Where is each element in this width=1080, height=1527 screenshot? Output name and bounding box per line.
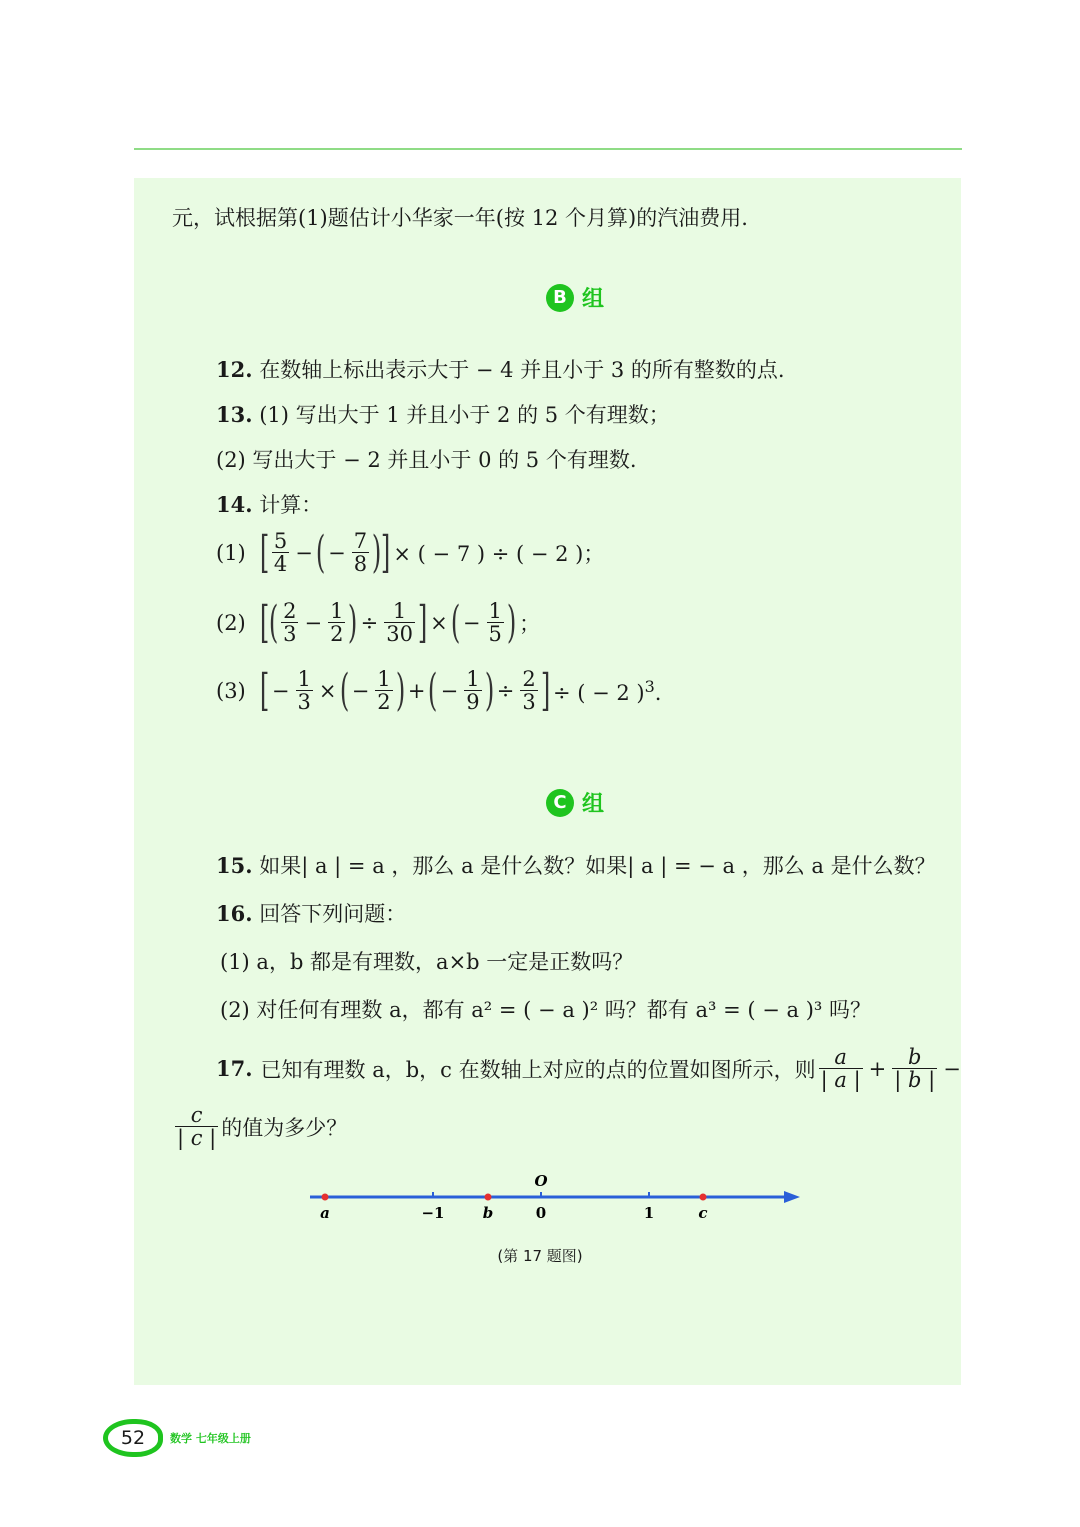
question-number: 13. [216, 402, 253, 427]
label-one: 1 [643, 1204, 655, 1222]
label-c: c [698, 1204, 708, 1222]
question-12 [216, 355, 785, 385]
expression-14-2: (2) [ ( $\frac{2}{3}$ − $\frac{1}{2}$ ) ÷ $\frac{1}{30}$ ] × ( − $\frac{1}{5}$ ) ； [216, 596, 541, 648]
top-rule [134, 148, 962, 150]
question-14 [216, 490, 322, 520]
question-text-end: 的值为多少？ [221, 1115, 348, 1140]
group-badge: C [546, 789, 574, 817]
group-badge: B [546, 284, 574, 312]
question-number: 15. [216, 853, 253, 878]
part-label: (3) [216, 678, 246, 703]
group-b-heading [546, 282, 604, 313]
origin-label: O [534, 1172, 548, 1190]
expression-14-3: (3) [ − $\frac{1}{3}$ × ( − $\frac{1}{2}$ ) + ( − $\frac{1}{9}$ ) ÷ $\frac{2}{3}$ ] ÷ ( − 2 )$^3$. [216, 664, 662, 716]
number-line-figure [300, 1168, 820, 1228]
question-number: 16. [216, 901, 253, 926]
label-a: a [320, 1204, 330, 1222]
question-text: 计算： [259, 493, 323, 517]
question-13 [216, 400, 670, 430]
page-number: 52 [120, 1427, 146, 1449]
question-15 [216, 851, 936, 881]
expression-14-1: (1) [ $\frac{5}{4}$ − ( − $\frac{7}{8}$ ) ] × ( − 7 ) ÷ ( − 2 )； [216, 526, 605, 578]
footer-book-title: 数学 七年级上册 [170, 1432, 251, 1445]
axis-arrow [784, 1191, 800, 1203]
question-number: 12. [216, 357, 253, 382]
question-text: (1) 写出大于 1 并且小于 2 的 5 个有理数； [259, 403, 670, 427]
group-c-heading [546, 787, 604, 818]
question-number: 17. [216, 1056, 253, 1082]
question-text: 如果| a | = a ，那么 a 是什么数？如果| a | = − a ，那么 a 是什么数？ [259, 854, 936, 878]
question-text: 在数轴上标出表示大于 − 4 并且小于 3 的所有整数的点. [259, 358, 785, 382]
point-c [700, 1194, 707, 1201]
page-number-badge [103, 1419, 163, 1457]
label-zero: 0 [535, 1204, 547, 1222]
part-label: (2) [216, 610, 246, 635]
intro-line: 元，试根据第(1)题估计小华家一年(按 12 个月算)的汽油费用. [172, 206, 748, 230]
group-label: 组 [582, 792, 605, 817]
part-label: (1) [216, 540, 246, 565]
question-text: 回答下列问题： [259, 902, 407, 926]
question-17: 17. 已知有理数 a，b，c 在数轴上对应的点的位置如图所示，则 $\frac{a}{| a |}$ + $\frac{b}{| b |}$ − [216, 1045, 961, 1093]
question-number: 14. [216, 492, 253, 517]
question-16 [216, 899, 406, 929]
figure-caption: (第 17 题图) [497, 1247, 583, 1265]
label-minus-one: −1 [421, 1204, 445, 1222]
question-13-part-2: (2) 写出大于 − 2 并且小于 0 的 5 个有理数. [216, 448, 637, 472]
label-b: b [482, 1204, 494, 1222]
question-text: 已知有理数 a，b，c 在数轴上对应的点的位置如图所示，则 [260, 1057, 816, 1082]
question-16-part-2: (2) 对任何有理数 a，都有 a² = ( − a )² 吗？都有 a³ = ( − a )³ 吗？ [220, 998, 871, 1022]
point-a [322, 1194, 329, 1201]
point-b [485, 1194, 492, 1201]
question-16-part-1: (1) a，b 都是有理数，a×b 一定是正数吗？ [220, 950, 634, 974]
group-label: 组 [582, 287, 605, 312]
question-17-continued: $\frac{c}{| c |}$ 的值为多少？ [177, 1103, 348, 1151]
